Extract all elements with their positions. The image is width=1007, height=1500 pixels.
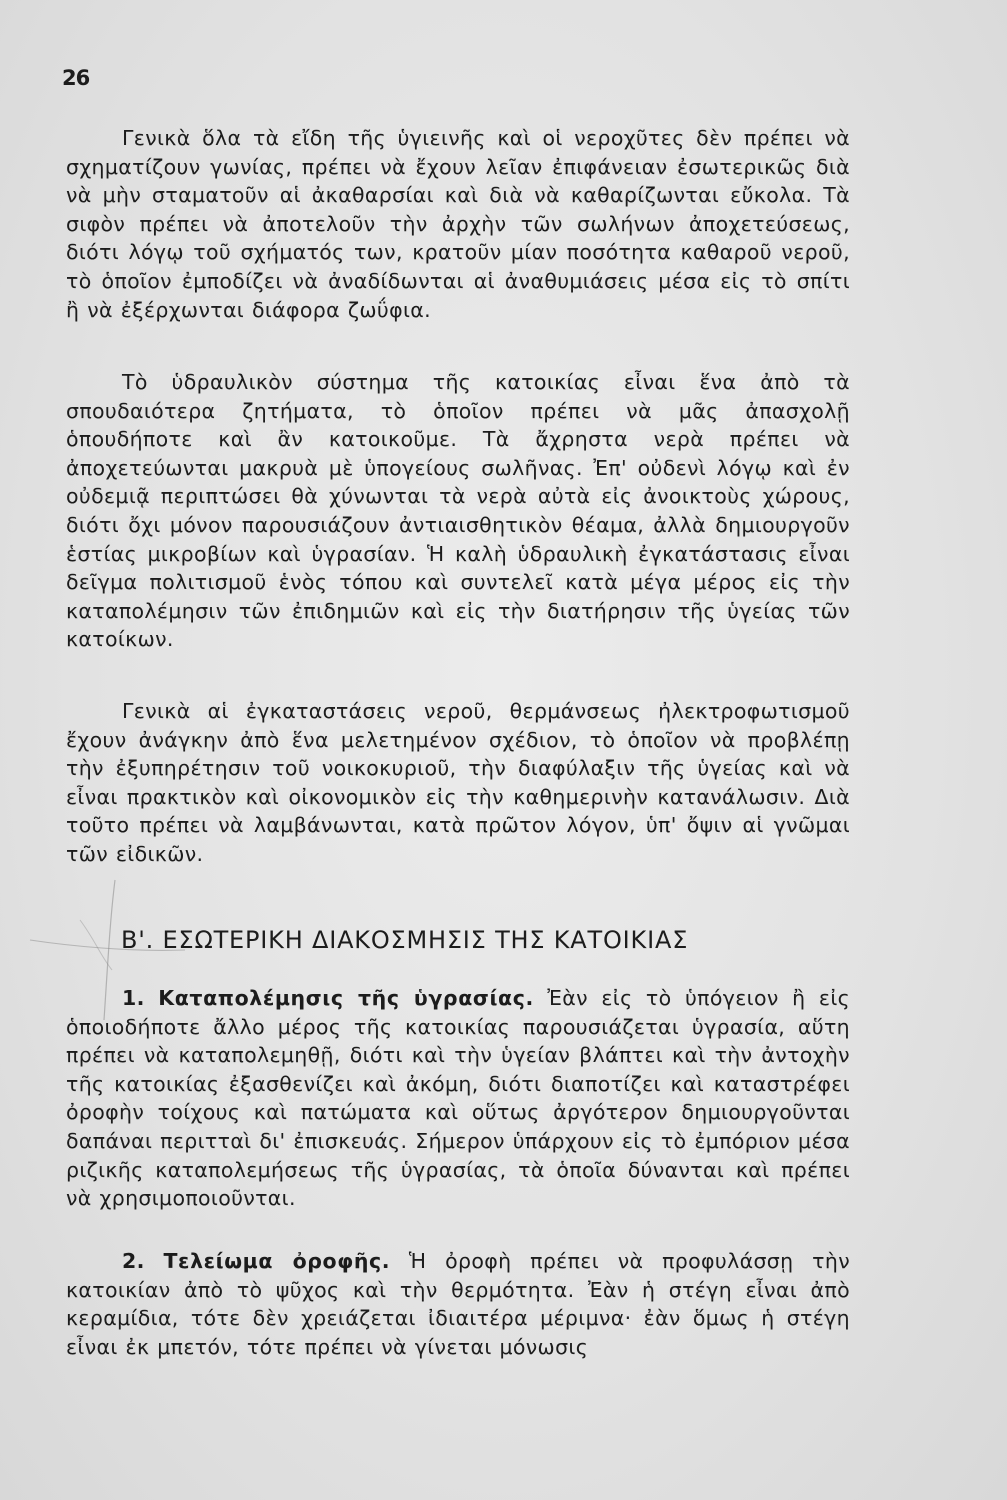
subsection-paragraph [66, 1247, 850, 1361]
subsection-paragraph [66, 984, 850, 1213]
page-number: 26 [62, 66, 90, 90]
subsection-number: 1. [122, 986, 145, 1010]
subsection-ceiling [66, 1247, 850, 1361]
subsection-number: 2. [122, 1249, 145, 1273]
paragraph-text: Τὸ ὑδραυλικὸν σύστημα τῆς κατοικίας εἶναι ἕνα ἀπὸ τὰ σπουδαιότερα ζητήματα, τὸ ὁποῖον πρέπει νὰ μᾶς ἀπασχολῇ ὁπουδήποτε καὶ ἂν κατοικοῦμε. Τὰ ἄχρηστα νερὰ πρέπει νὰ ἀποχετεύωνται μακρυὰ μὲ ὑπογείους σωλῆνας. Ἐπ' οὐδενὶ λόγῳ καὶ ἐν οὐδεμιᾷ περιπτώσει θὰ χύνωνται τὰ νερὰ αὐτὰ εἰς ἀνοικτοὺς χώρους, διότι ὄχι μόνον παρουσιάζουν ἀντιαισθητικὸν θέαμα, ἀλλὰ δημιουργοῦν ἑστίας μικροβίων καὶ ὑγρασίαν. Ἡ καλὴ ὑδραυλικὴ ἐγκατάστασις εἶναι δεῖγμα πολιτισμοῦ ἑνὸς τόπου καὶ συντελεῖ κατὰ μέγα μέρος εἰς τὴν καταπολέμησιν τῶν ἐπιδημιῶν καὶ εἰς τὴν διατήρησιν τῆς ὑγείας τῶν κατοίκων. [66, 370, 850, 652]
body-paragraph-2 [66, 368, 850, 654]
subsection-title: Καταπολέμησις τῆς ὑγρασίας. [158, 986, 534, 1010]
subsection-title: Τελείωμα ὀροφῆς. [163, 1249, 391, 1273]
paragraph-text: Γενικὰ αἱ ἐγκαταστάσεις νεροῦ, θερμάνσεως ἠλεκτροφωτισμοῦ ἔχουν ἀνάγκην ἀπὸ ἕνα μελετημένον σχέδιον, τὸ ὁποῖον νὰ προβλέπῃ τὴν ἐξυπηρέτησιν τοῦ νοικοκυριοῦ, τὴν διαφύλαξιν τῆς ὑγείας καὶ νὰ εἶναι πρακτικὸν καὶ οἰκονομικὸν εἰς τὴν καθημερινὴν κατανάλωσιν. Διὰ τοῦτο πρέπει νὰ λαμβάνωνται, κατὰ πρῶτον λόγον, ὑπ' ὄψιν αἱ γνῶμαι τῶν εἰδικῶν. [66, 699, 850, 866]
subsection-humidity [66, 984, 850, 1213]
subsection-text: Ἐὰν εἰς τὸ ὑπόγειον ἢ εἰς ὁποιοδήποτε ἄλλο μέρος τῆς κατοικίας παρουσιάζεται ὑγρασία, αὕτη πρέπει νὰ καταπολεμηθῇ, διότι καὶ τὴν ὑγείαν βλάπτει καὶ τὴν ἀντοχὴν τῆς κατοικίας ἐξασθενίζει καὶ ἀκόμη, διότι διαποτίζει καὶ καταστρέφει ὀροφὴν τοίχους καὶ πατώματα καὶ οὕτως ἀργότερον δημιουργοῦνται δαπάναι περιτταὶ δι' ἐπισκευάς. Σήμερον ὑπάρχουν εἰς τὸ ἐμπόριον μέσα ριζικῆς καταπολεμήσεως τῆς ὑγρασίας, τὰ ὁποῖα δύνανται καὶ πρέπει νὰ χρησιμοποιοῦνται. [66, 986, 851, 1211]
subsection-text: Ἡ ὀροφὴ πρέπει νὰ προφυλάσσῃ τὴν κατοικίαν ἀπὸ τὸ ψῦχος καὶ τὴν θερμότητα. Ἐὰν ἡ στέγη εἶναι ἀπὸ κεραμίδια, τότε δὲν χρειάζεται ἰδιαιτέρα μέριμνα· ἐὰν ὅμως ἡ στέγη εἶναι ἐκ μπετόν, τότε πρέπει νὰ γίνεται μόνωσις [66, 1249, 850, 1359]
body-paragraph-3 [66, 697, 850, 869]
section-heading: Β'. ΕΣΩΤΕΡΙΚΗ ΔΙΑΚΟΣΜΗΣΙΣ ΤΗΣ ΚΑΤΟΙΚΙΑΣ [121, 926, 689, 954]
paragraph-text: Γενικὰ ὅλα τὰ εἴδη τῆς ὑγιεινῆς καὶ οἱ νεροχῦτες δὲν πρέπει νὰ σχηματίζουν γωνίας, πρέπει νὰ ἔχουν λεῖαν ἐπιφάνειαν ἐσωτερικῶς διὰ νὰ μὴν σταματοῦν αἱ ἀκαθαρσίαι καὶ διὰ νὰ καθαρίζωνται εὔκολα. Τὰ σιφὸν πρέπει νὰ ἀποτελοῦν τὴν ἀρχὴν τῶν σωλήνων ἀποχετεύσεως, διότι λόγῳ τοῦ σχήματός των, κρατοῦν μίαν ποσότητα καθαροῦ νεροῦ, τὸ ὁποῖον ἐμποδίζει νὰ ἀναδίδωνται αἱ ἀναθυμιάσεις μέσα εἰς τὸ σπίτι ἢ νὰ ἐξέρχωνται διάφορα ζωΰφια. [66, 126, 850, 322]
body-paragraph-1 [66, 124, 850, 324]
